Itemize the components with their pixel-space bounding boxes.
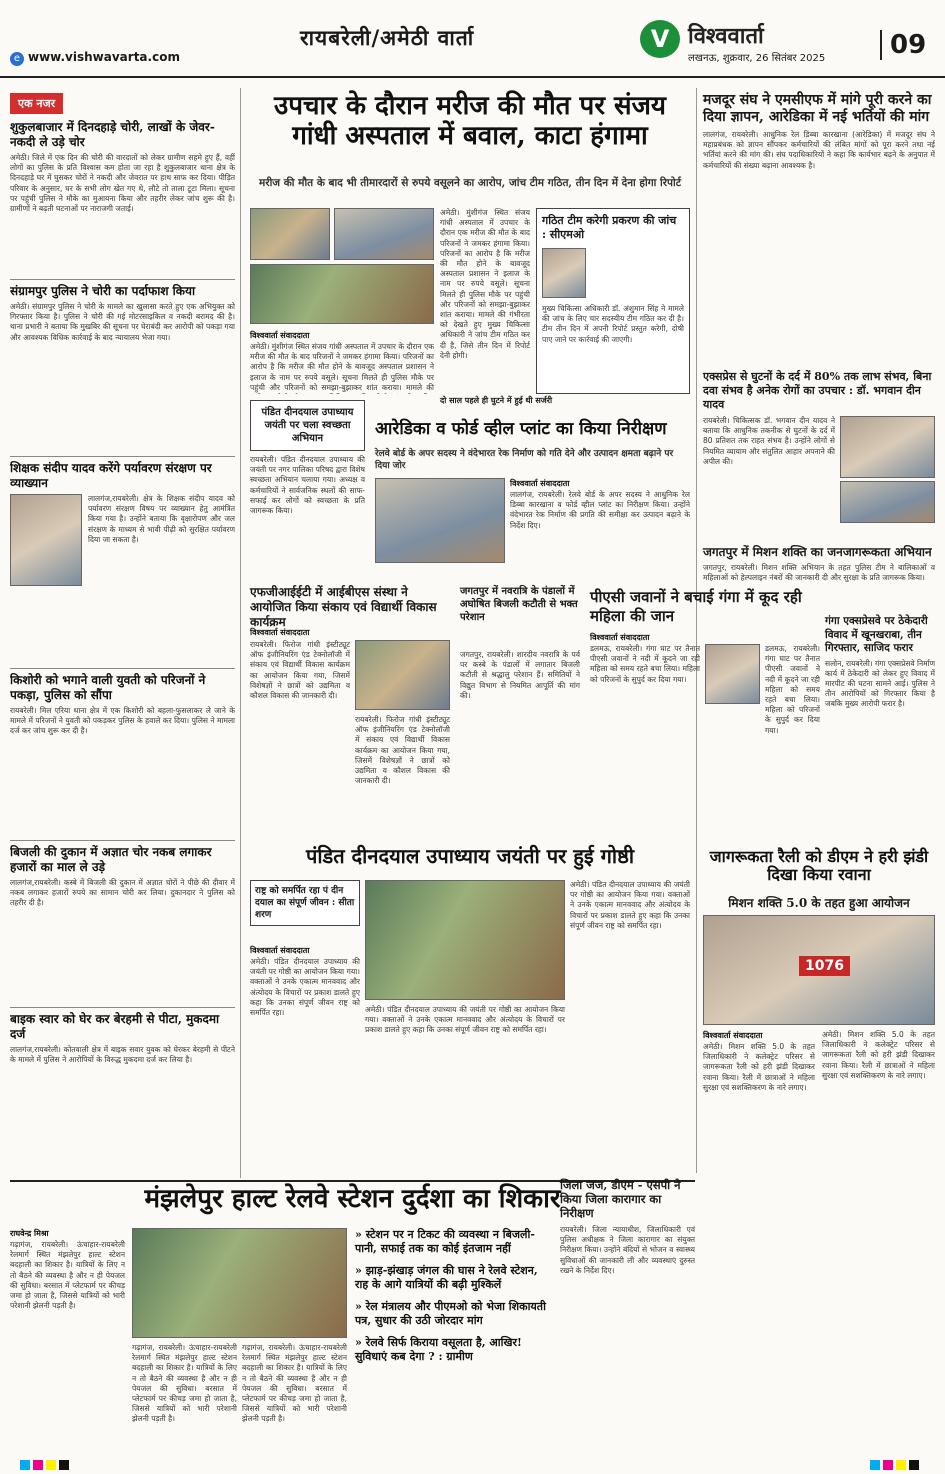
yellow-swatch <box>46 1460 56 1470</box>
bullet-text: रेल मंत्रालय और पीएमओ को भेजा शिकायती पत्र, सुधार की उठी जोरदार मांग <box>355 1300 546 1327</box>
lead-photo-1 <box>250 208 330 260</box>
brief-item <box>10 120 235 275</box>
brief-item <box>10 673 235 836</box>
lead-photo-3 <box>250 264 434 324</box>
magenta-swatch <box>883 1460 893 1470</box>
brief-title: किशोरी को भगाने वाली युवती को परिजनों ने पकड़ा, पुलिस को सौंपा <box>10 673 206 702</box>
brief-body: लालगंज,रायबरेली। कस्बे में बिजली की दुकान में अज्ञात चोरों ने पीछे की दीवार में नकब लगाकर हजारों रुपये का सामान चोरी कर लिया। दुकानदार ने पुलिस को तहरीर दी है। <box>10 878 235 908</box>
brief-body: रायबरेली। मिल एरिया थाना क्षेत्र में एक किशोरी को बहला-फुसलाकर ले जाने के मामले में परिजनों ने युवती को पकड़कर पुलिस के हवाले कर दिया। पुलिस ने मामला दर्ज कर जांच शुरू कर दी है। <box>10 706 235 736</box>
page-number: 09 <box>880 30 926 60</box>
efdi-body: रायबरेली। फिरोज गांधी इंस्टीट्यूट ऑफ इंजीनियरिंग एंड टेक्नोलॉजी में संकाय एवं विद्यार्थी विकास कार्यक्रम का आयोजन किया गया, जिसमें विशेषज्ञों ने छात्रों को उद्यमिता व कौशल विकास की जानकारी दी। <box>250 640 350 701</box>
magenta-swatch <box>33 1460 43 1470</box>
registration-marks <box>20 1460 69 1470</box>
cleanliness-story <box>250 400 365 595</box>
brief-title: संग्रामपुर पुलिस ने चोरी का पर्दाफाश किया <box>10 284 196 298</box>
brief-item <box>10 461 235 664</box>
pac-photo <box>705 644 760 704</box>
rail-subhead: रेलवे बोर्ड के अपर सदस्य ने वंदेभारत रेक निर्माण को गति देने और उत्पादन क्षमता बढ़ाने पर दिया जोर <box>375 449 674 471</box>
lead-body-cont: अमेठी। मुंशीगंज स्थित संजय गांधी अस्पताल में उपचार के दौरान एक मरीज की मौत के बाद परिजनों ने जमकर हंगामा किया। परिजनों का आरोप है कि मरीज की मौत होने के बावजूद अस्पताल प्रशासन ने इलाज के नाम पर रुपये वसूले। सूचना मिलते ही पुलिस मौके पर पहुंची और परिजनों को समझा-बुझाकर शांत कराया। मामले की गंभीरता को देखते हुए मुख्य चिकित्सा अधिकारी ने जांच टीम गठित कर दी है, जिसे तीन दिन में रिपोर्ट देनी होगी। <box>440 208 530 360</box>
seminar-photo <box>365 880 565 1000</box>
seminar-body: अमेठी। पंडित दीनदयाल उपाध्याय की जयंती पर गोष्ठी का आयोजन किया गया। वक्ताओं ने उनके एकात्म मानववाद और अंत्योदय के विचारों पर प्रकाश डालते हुए कहा कि उनका संपूर्ण जीवन राष्ट्र को समर्पित रहा। <box>250 957 360 1018</box>
brief-title: शिक्षक संदीप यादव करेंगे पर्यावरण संरक्षण पर व्याख्यान <box>10 461 212 490</box>
station-byline: राघवेन्द्र मिश्रा <box>10 1229 49 1238</box>
gang-story <box>825 615 935 859</box>
efdi-byline: विश्ववार्ता संवाददाता <box>250 628 310 637</box>
union-headline: मजदूर संघ ने एमसीएफ में मांगे पूरी करने का दिया ज्ञापन, आरेडिका में नई भर्तियों की मांग <box>703 92 932 125</box>
bullet-text: झाड़-झंखाड़ जंगल की घास ने रेलवे स्टेशन, राह के आगे यात्रियों की बढ़ी मुश्किलें <box>355 1264 538 1291</box>
station-body-cont: गढ़ागंज, रायबरेली। ऊंचाहार-रायबरेली रेलमार्ग स्थित मंझलेपुर हाल्ट स्टेशन बदहाली का शिकार है। यात्रियों के लिए न तो बैठने की व्यवस्था है और न ही पेयजल की सुविधा। बरसात में प्लेटफार्म पर कीचड़ जमा हो जाता है, जिससे यात्रियों को भारी परेशानी झेलनी पड़ती है। <box>132 1343 237 1424</box>
seminar-byline: विश्ववार्ता संवाददाता <box>250 946 310 955</box>
ortho-body: रायबरेली। चिकित्सक डॉ. भगवान दीन यादव ने बताया कि आधुनिक तकनीक से घुटनों के दर्द में 80 प्रतिशत तक राहत संभव है। उन्होंने लोगों से नियमित व्यायाम और संतुलित आहार अपनाने की अपील की। <box>703 416 835 466</box>
yellow-swatch <box>896 1460 906 1470</box>
cmo-box-title: गठित टीम करेगी प्रकरण की जांच : सीएमओ <box>542 214 677 241</box>
ortho-headline: एक्सप्रेस से घुटनों के दर्द में 80% तक लाभ संभव, बिना दवा संभव है अनेक रोगों का उपचार : डॉ. भगवान दीन यादव <box>703 370 932 411</box>
seminar-body-cont: अमेठी। पंडित दीनदयाल उपाध्याय की जयंती पर गोष्ठी का आयोजन किया गया। वक्ताओं ने उनके एकात्म मानववाद और अंत्योदय के विचारों पर प्रकाश डालते हुए कहा कि उनका संपूर्ण जीवन राष्ट्र को समर्पित रहा। <box>365 1005 565 1035</box>
section-title: रायबरेली/अमेठी वार्ता <box>300 25 475 50</box>
browser-icon: e <box>10 52 24 66</box>
gang-body: सलोन, रायबरेली। गंगा एक्सप्रेसवे निर्माण कार्य में ठेकेदारी को लेकर हुए विवाद में मारपीट की घटना सामने आई। पुलिस ने तीन आरोपियों को गिरफ्तार किया है जबकि मुख्य आरोपी फरार है। <box>825 658 935 709</box>
black-swatch <box>909 1460 919 1470</box>
registration-marks <box>870 1460 919 1470</box>
efdi-photo <box>355 640 450 710</box>
lead-pull-quote: दो साल पहले ही घुटने में हुई थी सर्जरी <box>440 396 553 405</box>
rail-body: लालगंज, रायबरेली। रेलवे बोर्ड के अपर सदस्य ने आधुनिक रेल डिब्बा कारखाना व फोर्ड व्हील प्लांट का निरीक्षण किया। उन्होंने वंदेभारत रेक निर्माण की प्रगति की समीक्षा कर उत्पादन बढ़ाने के निर्देश दिए। <box>510 490 690 530</box>
mission-headline: जगतपुर में मिशन शक्ति का जनजागरूकता अभियान <box>703 545 932 559</box>
brief-item <box>10 284 235 452</box>
pac-body-cont: डलमऊ, रायबरेली। गंगा घाट पर तैनात पीएसी जवानों ने नदी में कूदने जा रही महिला को समय रहते बचा लिया। महिला को परिजनों के सुपुर्द कर दिया गया। <box>765 644 820 735</box>
rally-body: अमेठी। मिशन शक्ति 5.0 के तहत जिलाधिकारी ने कलेक्ट्रेट परिसर से जागरूकता रैली को हरी झंडी दिखाकर रवाना किया। रैली में छात्राओं ने महिला सुरक्षा एवं सशक्तिकरण के नारे लगाए। <box>703 1042 815 1092</box>
rally-body-cont: अमेठी। मिशन शक्ति 5.0 के तहत जिलाधिकारी ने कलेक्ट्रेट परिसर से जागरूकता रैली को हरी झंडी दिखाकर रवाना किया। रैली में छात्राओं ने महिला सुरक्षा एवं सशक्तिकरण के नारे लगाए। <box>822 1030 935 1080</box>
lead-headline: उपचार के दौरान मरीज की मौत पर संजय गांधी अस्पताल में बवाल, काटा हंगामा <box>274 91 666 151</box>
seminar-body-cont2: अमेठी। पंडित दीनदयाल उपाध्याय की जयंती पर गोष्ठी का आयोजन किया गया। वक्ताओं ने उनके एकात्म मानववाद और अंत्योदय के विचारों पर प्रकाश डालते हुए कहा कि उनका संपूर्ण जीवन राष्ट्र को समर्पित रहा। <box>570 880 690 930</box>
brief-body: लालगंज,रायबरेली। कोतवाली क्षेत्र में बाइक सवार युवक को घेरकर बेरहमी से पीटने के मामले में पुलिस ने आरोपियों के विरुद्ध मुकदमा दर्ज कर लिया है। <box>10 1045 235 1065</box>
lead-subhead: मरीज की मौत के बाद भी तीमारदारों से रुपये वसूलने का आरोप, जांच टीम गठित, तीन दिन में देना होगा रिपोर्ट <box>259 177 681 189</box>
station-headline: मंझलेपुर हाल्ट रेलवे स्टेशन दुर्दशा का शिकार <box>144 1184 561 1214</box>
jail-body: रायबरेली। जिला न्यायाधीश, जिलाधिकारी एवं पुलिस अधीक्षक ने जिला कारागार का संयुक्त निरीक्षण किया। उन्होंने बंदियों से भोजन व स्वास्थ्य सुविधाओं की जानकारी ली और व्यवस्थाएं दुरुस्त रखने के निर्देश दिए। <box>560 1225 695 1275</box>
bullet-item: » रेलवे सिर्फ किराया वसूलता है, आखिर! सुविधाएं कब देगा ? : ग्रामीण <box>355 1336 522 1363</box>
lead-byline: विश्ववार्ता संवाददाता <box>250 331 310 340</box>
cmo-photo <box>542 248 586 298</box>
station-body-cont2: गढ़ागंज, रायबरेली। ऊंचाहार-रायबरेली रेलमार्ग स्थित मंझलेपुर हाल्ट स्टेशन बदहाली का शिकार है। यात्रियों के लिए न तो बैठने की व्यवस्था है और न ही पेयजल की सुविधा। बरसात में प्लेटफार्म पर कीचड़ जमा हो जाता है, जिससे यात्रियों को भारी परेशानी झेलनी पड़ती है। <box>242 1343 347 1424</box>
bullet-text: रेलवे सिर्फ किराया वसूलता है, आखिर! सुविधाएं कब देगा ? : ग्रामीण <box>355 1336 522 1363</box>
brief-body: लालगंज,रायबरेली। क्षेत्र के शिक्षक संदीप यादव को पर्यावरण संरक्षण विषय पर व्याख्यान हेतु आमंत्रित किया गया है। उन्होंने बताया कि वृक्षारोपण और जल संरक्षण के माध्यम से भावी पीढ़ी को सुरक्षित पर्यावरण दिया जा सकता है। <box>88 494 235 544</box>
black-swatch <box>59 1460 69 1470</box>
ortho-story <box>703 370 935 556</box>
ortho-photo-2 <box>840 481 935 523</box>
cmo-box-body: मुख्य चिकित्सा अधिकारी डॉ. अंशुमान सिंह ने मामले की जांच के लिए चार सदस्यीय टीम गठित कर दी है। टीम तीन दिन में अपनी रिपोर्ट प्रस्तुत करेगी, दोषी पाए जाने पर कार्रवाई की जाएगी। <box>542 304 684 344</box>
brand-logo-icon: V <box>640 20 680 58</box>
navratri-body: जगतपुर, रायबरेली। शारदीय नवरात्रि के पर्व पर कस्बे के पंडालों में लगातार बिजली कटौती से श्रद्धालु परेशान हैं। समितियों ने विद्युत विभाग से नियमित आपूर्ति की मांग की। <box>460 650 580 700</box>
brand-name: विश्ववार्ता <box>688 23 764 49</box>
column-rule <box>696 88 697 1173</box>
bullet-item: » झाड़-झंखाड़ जंगल की घास ने रेलवे स्टेशन, राह के आगे यात्रियों की बढ़ी मुश्किलें <box>355 1264 538 1291</box>
cyan-swatch <box>870 1460 880 1470</box>
helpline-banner: 1076 <box>799 956 850 976</box>
cleanliness-headline: पंडित दीनदयाल उपाध्याय जयंती पर चला स्वच्छता अभियान <box>250 400 365 451</box>
brief-title: बाइक स्वार को घेर कर बेरहमी से पीटा, मुकदमा दर्ज <box>10 1012 220 1041</box>
cleanliness-body: रायबरेली। पंडित दीनदयाल उपाध्याय की जयंती पर नगर पालिका परिषद द्वारा विशेष स्वच्छता अभियान चलाया गया। अध्यक्ष व कर्मचारियों ने सार्वजनिक स्थलों की साफ-सफाई कर लोगों को स्वच्छता के प्रति जागरूक किया। <box>250 455 365 516</box>
section-tag: एक नजर <box>10 93 63 114</box>
union-story <box>703 92 935 355</box>
teacher-photo <box>10 494 82 586</box>
website-url[interactable]: www.vishwavarta.com <box>28 50 180 64</box>
pac-body: डलमऊ, रायबरेली। गंगा घाट पर तैनात पीएसी जवानों ने नदी में कूदने जा रही महिला को समय रहते बचा लिया। महिला को परिजनों के सुपुर्द कर दिया गया। <box>590 644 700 684</box>
rail-headline: आरेडिका व फोर्ड व्हील प्लांट का किया निरीक्षण <box>375 419 667 439</box>
efdi-body-cont: रायबरेली। फिरोज गांधी इंस्टीट्यूट ऑफ इंजीनियरिंग एंड टेक्नोलॉजी में संकाय एवं विद्यार्थी विकास कार्यक्रम का आयोजन किया गया, जिसमें विशेषज्ञों ने छात्रों को उद्यमिता व कौशल विकास की जानकारी दी। <box>355 715 450 786</box>
brief-item <box>10 845 235 1003</box>
station-body: गढ़ागंज, रायबरेली। ऊंचाहार-रायबरेली रेलमार्ग स्थित मंझलेपुर हाल्ट स्टेशन बदहाली का शिकार है। यात्रियों के लिए न तो बैठने की व्यवस्था है और न ही पेयजल की सुविधा। बरसात में प्लेटफार्म पर कीचड़ जमा हो जाता है, जिससे यात्रियों को भारी परेशानी झेलनी पड़ती है। <box>10 1240 125 1311</box>
brief-title: बिजली की दुकान में अज्ञात चोर नकब लगाकर हजारों का माल ले उड़े <box>10 845 212 874</box>
rail-byline: विश्ववार्ता संवाददाता <box>510 479 570 488</box>
cmo-box <box>536 208 690 394</box>
lead-body: अमेठी। मुंशीगंज स्थित संजय गांधी अस्पताल में उपचार के दौरान एक मरीज की मौत के बाद परिजनों ने जमकर हंगामा किया। परिजनों का आरोप है कि मरीज की मौत होने के बावजूद अस्पताल प्रशासन ने इलाज के नाम पर रुपये वसूले। सूचना मिलते ही पुलिस मौके पर पहुंची और परिजनों को समझा-बुझाकर शांत कराया। मामले की <box>250 342 434 392</box>
rally-photo <box>703 915 935 1025</box>
jail-headline: जिला जज, डीएम - एसपी ने किया जिला कारागार का निरीक्षण <box>560 1178 681 1220</box>
brief-item <box>10 1012 235 1135</box>
rally-headline: जागरूकता रैली को डीएम ने हरी झंडी दिखा किया रवाना <box>709 847 929 885</box>
seminar-quote: राष्ट्र को समर्पित रहा पं दीन दयाल का संपूर्ण जीवन : सीता शरण <box>250 880 360 926</box>
pac-byline: विश्ववार्ता संवाददाता <box>590 633 650 642</box>
brief-title: शुकुलबाजार में दिनदहाड़े चोरी, लाखों के जेवर-नकदी ले उड़े चोर <box>10 120 215 149</box>
column-rule <box>240 88 241 1178</box>
rail-photo <box>375 478 505 563</box>
seminar-headline: पंडित दीनदयाल उपाध्याय जयंती पर हुई गोष्ठी <box>305 844 635 868</box>
union-body: लालगंज, रायबरेली। आधुनिक रेल डिब्बा कारखाना (आरेडिका) में मजदूर संघ ने महाप्रबंधक को ज्ञापन सौंपकर कर्मचारियों की लंबित मांगों को पूरा करने तथा नई भर्तियां करने की मांग की। संघ पदाधिकारियों ने कहा कि कार्यभार बढ़ने के अनुपात में कर्मचारियों की संख्या बढ़ाना आवश्यक है। <box>703 130 935 170</box>
brief-body: अमेठी। जिले में एक दिन की चोरी की वारदातों को लेकर ग्रामीण सहमे हुए हैं, वहीं लोगों का पुलिस के प्रति विश्वास कम होता जा रहा है शुकुलबाजार थाना क्षेत्र के दिनदहाड़े घर में घुसकर चोरों ने नकदी और जेवरात पर हाथ साफ कर दिया। पीड़ित परिवार के अनुसार, घर के सभी लोग खेत गए थे, लौटे तो ताला टूटा मिला। सूचना पर पहुंची पुलिस ने मौके का मुआयना किया और तहरीर लेकर जांच शुरू की है। ग्रामीणों ने बढ़ती घटनाओं पर नाराजगी जताई। <box>10 153 235 214</box>
date-line: लखनऊ, शुक्रवार, 26 सितंबर 2025 <box>688 53 826 64</box>
station-bullets <box>355 1228 550 1364</box>
navratri-headline: जगतपुर में नवरात्रि के पंडालों में अघोषित बिजली कटौती से भक्त परेशान <box>460 586 578 623</box>
gang-headline: गंगा एक्सप्रेसवे पर ठेकेदारी विवाद में खूनखराबा, तीन गिरफ्तार, साजिद फरार <box>825 615 928 654</box>
ortho-photo-1 <box>840 416 935 478</box>
rally-byline: विश्ववार्ता संवाददाता <box>703 1031 763 1040</box>
rally-subhead: मिशन शक्ति 5.0 के तहत हुआ आयोजन <box>728 896 910 910</box>
cyan-swatch <box>20 1460 30 1470</box>
left-column <box>10 92 235 1177</box>
station-photo <box>132 1228 347 1338</box>
bullet-item: » रेल मंत्रालय और पीएमओ को भेजा शिकायती पत्र, सुधार की उठी जोरदार मांग <box>355 1300 546 1327</box>
bullet-text: स्टेशन पर न टिकट की व्यवस्था न बिजली-पानी, सफाई तक का कोई इंतजाम नहीं <box>355 1228 535 1255</box>
bullet-item: » स्टेशन पर न टिकट की व्यवस्था न बिजली-पानी, सफाई तक का कोई इंतजाम नहीं <box>355 1228 535 1255</box>
pac-headline: पीएसी जवानों ने बचाई गंगा में कूद रही महिला की जान <box>590 588 802 625</box>
mission-body: जगतपुर, रायबरेली। मिशन शक्ति अभियान के तहत पुलिस टीम ने बालिकाओं व महिलाओं को हेल्पलाइन नंबरों की जानकारी दी और सुरक्षा के प्रति जागरूक किया। <box>703 563 935 583</box>
brief-body: अमेठी। संग्रामपुर पुलिस ने चोरी के मामले का खुलासा करते हुए एक अभियुक्त को गिरफ्तार किया है। पुलिस ने चोरी की गई मोटरसाइकिल व नकदी बरामद की है। थाना प्रभारी ने बताया कि मुखबिर की सूचना पर घेराबंदी कर आरोपी को पकड़ा गया और आवश्यक विधिक कार्रवाई के बाद न्यायालय भेजा गया। <box>10 302 235 342</box>
lead-photo-2 <box>334 208 434 260</box>
efdi-headline: एफजीआईईटी में आईबीएस संस्था ने आयोजित किया संकाय एवं विद्यार्थी विकास कार्यक्रम <box>250 585 437 629</box>
